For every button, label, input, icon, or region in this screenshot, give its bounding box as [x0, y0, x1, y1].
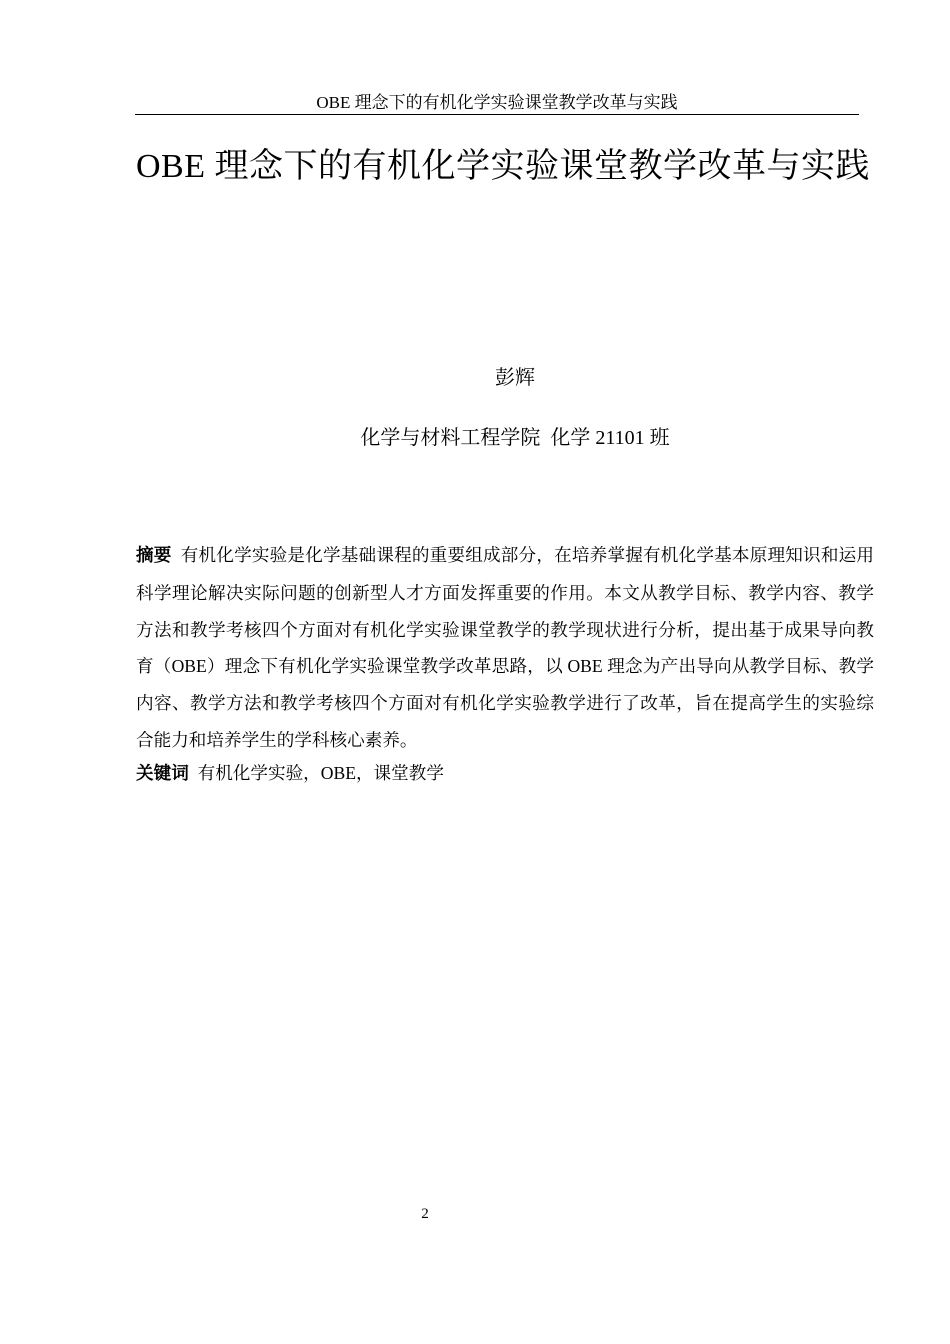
- abstract-text: 有机化学实验是化学基础课程的重要组成部分，在培养掌握有机化学基本原理知识和运用科学理论解决实际问题的创新型人才方面发挥重要的作用。本文从教学目标、教学内容、教学方法和教学考核四个方面对有机化学实验课堂教学的教学现状进行分析，提出基于成果导向教育（OBE）理念下有机化学实验课堂教学改革思路，以 OBE 理念为产出导向从教学目标、教学内容、教学方法和教学考核四个方面对有机化学实验教学进行了改革，旨在提高学生的实验综合能力和培养学生的学科核心素养。: [136, 545, 874, 750]
- author-affiliation: 化学与材料工程学院 化学 21101 班: [360, 427, 670, 449]
- author-name: 彭辉: [495, 367, 535, 389]
- document-title: OBE 理念下的有机化学实验课堂教学改革与实践: [136, 148, 870, 185]
- keywords-text: 有机化学实验，OBE，课堂教学: [197, 763, 444, 783]
- keywords-paragraph: [136, 758, 874, 789]
- page-number: 2: [421, 1206, 429, 1222]
- header-divider: [135, 114, 859, 115]
- running-header: OBE 理念下的有机化学实验课堂教学改革与实践: [316, 93, 678, 112]
- abstract-paragraph: [136, 537, 874, 759]
- keywords-label: 关键词: [136, 764, 189, 784]
- abstract-label: 摘要: [136, 546, 172, 566]
